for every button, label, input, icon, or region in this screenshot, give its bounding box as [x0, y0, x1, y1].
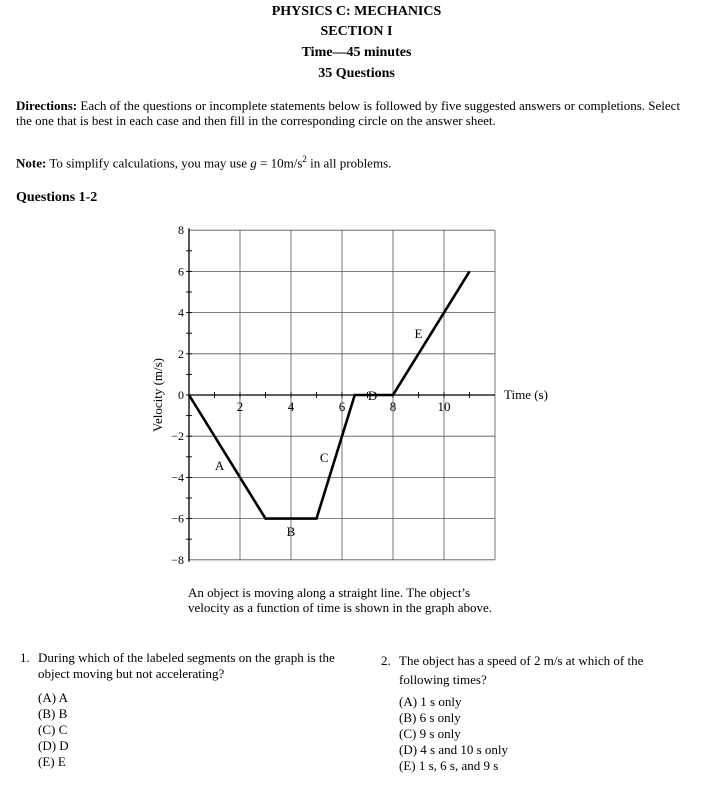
question-1-options [38, 690, 69, 770]
directions [16, 98, 696, 128]
question-1-number: 1. [20, 650, 30, 665]
questions-heading: Questions 1-2 [16, 190, 98, 205]
y-tick-label: 0 [178, 388, 184, 402]
question-1-option-d[interactable]: (D) D [38, 738, 69, 753]
x-tick-label: 6 [338, 399, 346, 414]
note-superscript: 2 [302, 154, 307, 164]
graph-caption: An object is moving along a straight line. The object’s velocity as a function of time is shown in the graph above. [188, 585, 492, 615]
question-1-option-e[interactable]: (E) E [38, 754, 66, 769]
y-tick-label: −2 [171, 429, 184, 444]
question-2-text: The object has a speed of 2 m/s at which of the following times? [399, 653, 644, 687]
exam-title: PHYSICS C: MECHANICS [271, 4, 442, 19]
y-tick-label: 6 [178, 264, 184, 279]
y-tick-label: 4 [178, 305, 184, 320]
note-label: Note: [16, 155, 47, 171]
segment-label-e: E [414, 326, 423, 342]
segment-label-b: B [286, 523, 296, 539]
y-tick-label: 8 [178, 223, 184, 238]
question-2-option-b[interactable]: (B) 6 s only [399, 710, 461, 725]
y-tick-label: −8 [171, 552, 184, 567]
segment-label-c: C [319, 449, 329, 465]
x-tick-label: 2 [236, 399, 244, 414]
question-2 [381, 651, 691, 781]
x-tick-label: 10 [437, 399, 451, 414]
x-axis-label: Time (s) [504, 387, 548, 402]
segment-label-d: D [367, 388, 378, 403]
grid [186, 228, 495, 562]
question-1-option-b[interactable]: (B) B [38, 706, 68, 721]
y-tick-label: −6 [171, 511, 184, 526]
question-1-option-c[interactable]: (C) C [38, 722, 68, 737]
question-2-number: 2. [381, 653, 391, 668]
segment-labels [215, 326, 423, 539]
note-text-after: in all problems. [310, 155, 392, 171]
question-2-option-a[interactable]: (A) 1 s only [399, 694, 462, 709]
question-count: 35 Questions [318, 66, 395, 81]
velocity-time-graph [140, 218, 560, 568]
time-limit: Time—45 minutes [301, 45, 412, 60]
question-2-option-d[interactable]: (D) 4 s and 10 s only [399, 742, 509, 757]
directions-label: Directions: [16, 98, 78, 113]
x-tick-label: 4 [287, 399, 295, 414]
question-2-option-e[interactable]: (E) 1 s, 6 s, and 9 s [399, 758, 499, 773]
y-tick-label: −4 [171, 470, 184, 485]
note-g-symbol: g [250, 155, 257, 171]
question-1-option-a[interactable]: (A) A [38, 690, 68, 705]
question-1-text: During which of the labeled segments on the graph is the object moving but not accelerating? [38, 650, 335, 681]
note-equals-value: = 10m/s [260, 155, 303, 171]
y-tick-label: 2 [178, 346, 184, 361]
x-tick-label: 8 [389, 399, 397, 414]
note-text-before: To simplify calculations, you may use [49, 155, 248, 171]
question-2-options [399, 694, 508, 774]
y-axis-label: Velocity (m/s) [150, 357, 165, 433]
section-label: SECTION I [320, 24, 393, 39]
note [16, 152, 696, 170]
segment-label-a: A [214, 458, 225, 474]
directions-text: Each of the questions or incomplete statements below is followed by five suggested answers or completions. Select the one that is best in each case and then fill in the corresponding circle on the answer sheet. [16, 98, 681, 128]
question-2-option-c[interactable]: (C) 9 s only [399, 726, 461, 741]
question-1 [20, 650, 340, 780]
